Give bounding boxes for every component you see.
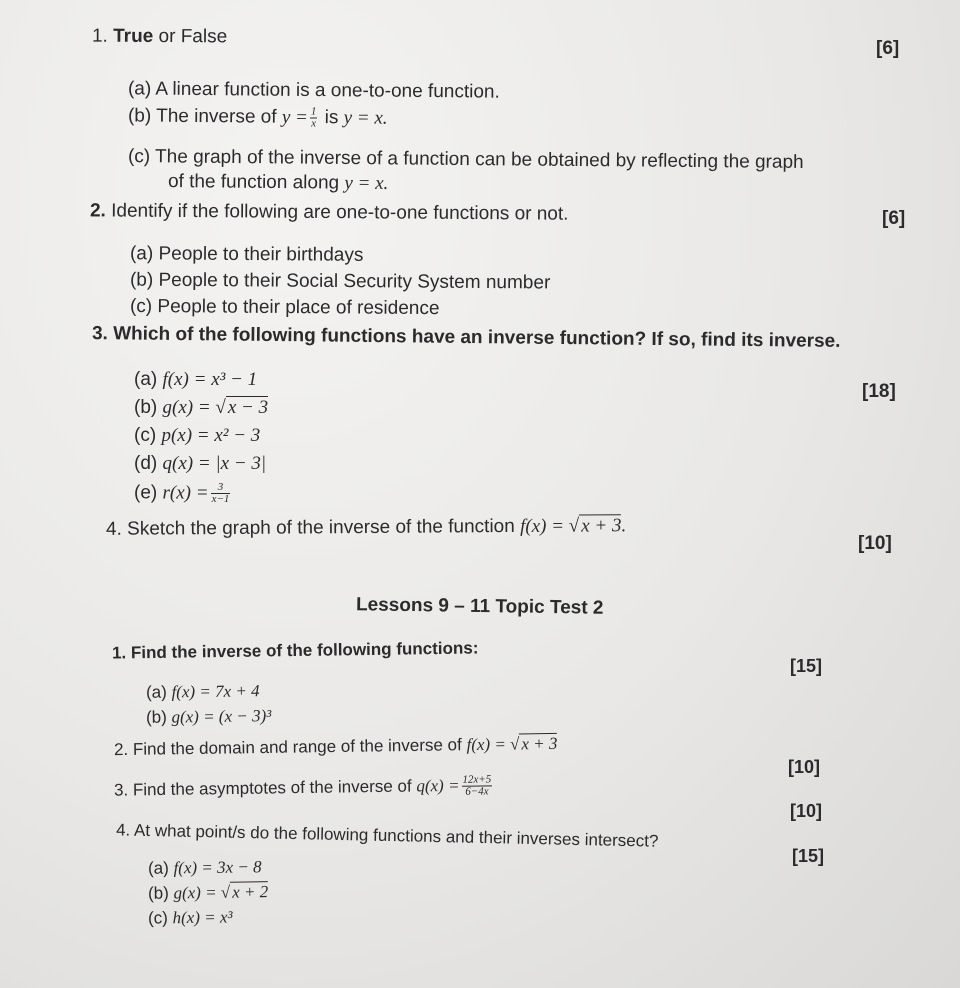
p2-q2-pre: f(x) = √ bbox=[466, 734, 520, 755]
q3c-math: p(x) = x² − 3 bbox=[161, 425, 261, 446]
q1c-math: y = x. bbox=[344, 172, 389, 194]
q2a-text: People to their birthdays bbox=[158, 243, 364, 266]
p2-q4a-label: (a) bbox=[147, 858, 169, 878]
p2-q3-frac-den: 6−4x bbox=[465, 785, 489, 798]
q1-head: True bbox=[113, 25, 154, 47]
p2-q4-number: 4. bbox=[115, 820, 131, 840]
q3e-label: (e) bbox=[134, 482, 158, 504]
q1-head-rest: or False bbox=[158, 25, 228, 48]
q1b-label: (b) bbox=[127, 105, 152, 127]
p2-q4b-pre: g(x) = √ bbox=[173, 882, 231, 903]
p2-q1-number: 1. bbox=[111, 643, 127, 663]
p2-q2-number: 2. bbox=[113, 739, 129, 760]
p2-q4c-math: h(x) = x³ bbox=[172, 907, 233, 928]
q1b-mid: is bbox=[324, 107, 339, 129]
q1c-text2: of the function along bbox=[167, 171, 340, 194]
q2-heading bbox=[90, 200, 569, 225]
q1a bbox=[128, 78, 500, 103]
q1b-frac-num: 1 bbox=[310, 105, 317, 118]
topic-test-title: Lessons 9 – 11 Topic Test 2 bbox=[355, 594, 604, 619]
p2-q4a-math: f(x) = 3x − 8 bbox=[173, 857, 262, 878]
q1-number: 1. bbox=[91, 25, 108, 47]
p2-q4-line bbox=[116, 819, 659, 852]
p2-q4c bbox=[148, 906, 233, 929]
q3a-label: (a) bbox=[134, 369, 158, 390]
q3e-pre: r(x) = bbox=[162, 482, 209, 504]
p2-q4b-radicand: x + 2 bbox=[230, 881, 268, 902]
q3d-label: (d) bbox=[134, 453, 158, 474]
q4-text: Sketch the graph of the inverse of the function bbox=[127, 515, 515, 540]
p2-q4b bbox=[148, 881, 269, 905]
p2-q4-text: At what point/s do the following functions and their inverses intersect? bbox=[133, 820, 659, 851]
p2-q3-pre: q(x) = bbox=[416, 775, 460, 796]
p2-q4c-label: (c) bbox=[147, 908, 168, 928]
p2-q2-points: [10] bbox=[788, 757, 821, 777]
q2b bbox=[130, 270, 550, 295]
q4-radicand: x + 3 bbox=[579, 514, 621, 536]
q3d bbox=[134, 453, 266, 475]
q3b bbox=[134, 397, 268, 419]
q2b-label: (b) bbox=[129, 269, 154, 291]
p2-q1a bbox=[146, 680, 260, 704]
q1b-frac-den: x bbox=[311, 117, 317, 130]
q1a-text: A linear function is a one-to-one function. bbox=[155, 78, 500, 103]
q3c bbox=[134, 425, 260, 447]
q1c-line2 bbox=[168, 171, 389, 195]
q1b-post: y = x. bbox=[343, 107, 388, 129]
q3e-fraction bbox=[211, 482, 231, 505]
p2-q4-points: [15] bbox=[792, 846, 825, 866]
q3-points: [18] bbox=[862, 381, 896, 402]
q2c-label: (c) bbox=[129, 295, 153, 318]
p2-q1-heading bbox=[112, 637, 479, 664]
q1-heading bbox=[92, 26, 227, 49]
q2a-label: (a) bbox=[129, 243, 154, 265]
p2-q2-radicand: x + 3 bbox=[519, 733, 557, 754]
q3b-label: (b) bbox=[134, 397, 158, 418]
q3a-math: f(x) = x³ − 1 bbox=[162, 369, 258, 390]
p2-q1b bbox=[146, 705, 272, 729]
q2a bbox=[130, 243, 364, 267]
q3e-frac-den: x−1 bbox=[211, 493, 230, 505]
p2-q1b-label: (b) bbox=[145, 707, 167, 727]
p2-q3-points: [10] bbox=[790, 801, 823, 821]
p2-q3-line bbox=[114, 774, 495, 802]
p2-q1-points: [15] bbox=[790, 656, 823, 676]
q3c-label: (c) bbox=[134, 425, 157, 446]
q2-text: Identify if the following are one-to-one functions or not. bbox=[111, 200, 569, 225]
p2-q1b-math: g(x) = (x − 3)³ bbox=[171, 706, 272, 727]
p2-q3-text: Find the asymptotes of the inverse of bbox=[132, 776, 412, 800]
q2c bbox=[130, 296, 440, 320]
p2-q1a-math: f(x) = 7x + 4 bbox=[171, 681, 260, 702]
p2-q1-text: Find the inverse of the following functions: bbox=[130, 638, 479, 663]
q3d-math: q(x) = |x − 3| bbox=[162, 453, 267, 474]
q2c-text: People to their place of residence bbox=[157, 296, 440, 320]
q1b-fraction bbox=[310, 106, 318, 129]
q1b-y-eq: y = bbox=[281, 106, 308, 128]
q4-number: 4. bbox=[105, 518, 122, 540]
q3e-frac-num: 3 bbox=[211, 482, 231, 494]
p2-q1a-label: (a) bbox=[145, 682, 167, 702]
q1-points: [6] bbox=[876, 38, 900, 59]
q4-post: . bbox=[621, 515, 627, 537]
q3b-radicand: x − 3 bbox=[227, 397, 269, 418]
q2-points: [6] bbox=[882, 208, 906, 229]
q4-line bbox=[106, 515, 626, 541]
q4-points: [10] bbox=[858, 533, 892, 554]
p2-q4a bbox=[148, 856, 262, 880]
q3-text: Which of the following functions have an inverse function? If so, find its inverse. bbox=[113, 323, 841, 352]
q1b bbox=[128, 105, 388, 130]
p2-q3-fraction bbox=[461, 774, 492, 797]
q4-pre: f(x) = √ bbox=[519, 515, 580, 537]
q2-number: 2. bbox=[89, 200, 106, 222]
p2-q3-frac-num: 12x+5 bbox=[462, 773, 492, 786]
q1c-label: (c) bbox=[127, 146, 151, 168]
q1c-line1 bbox=[128, 146, 804, 174]
p2-q4b-label: (b) bbox=[147, 883, 169, 903]
q3b-pre: g(x) = √ bbox=[162, 397, 226, 418]
p2-q2-line bbox=[114, 733, 558, 761]
q3e bbox=[134, 482, 232, 505]
q3-number: 3. bbox=[91, 323, 108, 345]
q3a bbox=[134, 369, 257, 391]
p2-q2-text: Find the domain and range of the inverse of bbox=[132, 735, 462, 759]
q1b-pre: The inverse of bbox=[156, 105, 277, 128]
q3-heading bbox=[92, 323, 841, 353]
q2b-text: People to their Social Security System number bbox=[158, 269, 551, 294]
q1a-label: (a) bbox=[127, 78, 152, 100]
q1c-text1: The graph of the inverse of a function can be obtained by reflecting the graph bbox=[155, 146, 804, 173]
p2-q3-number: 3. bbox=[113, 780, 129, 800]
